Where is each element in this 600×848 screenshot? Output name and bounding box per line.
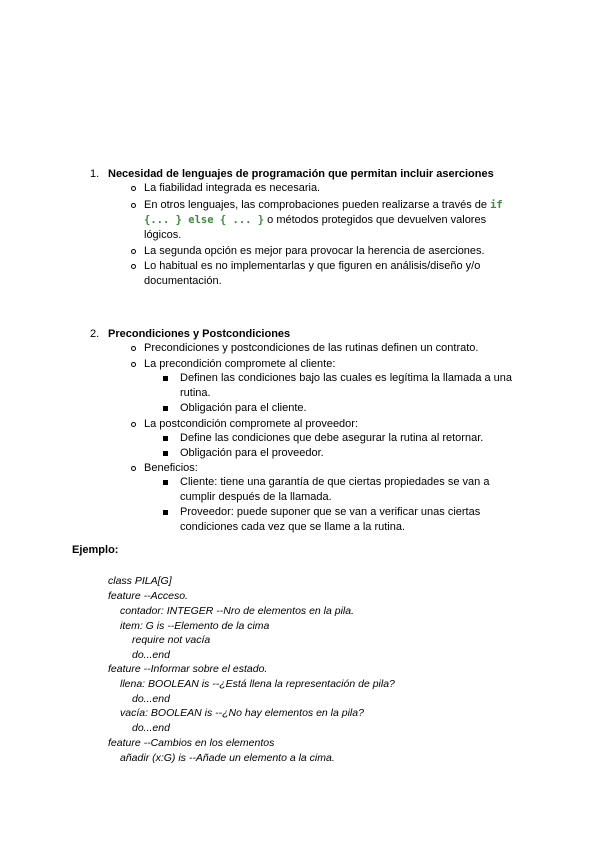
circle-bullet-icon <box>131 362 136 367</box>
square-bullet-icon <box>163 436 168 441</box>
section1-number: 1. <box>90 168 100 180</box>
code-line: feature --Informar sobre el estado. <box>108 663 268 675</box>
example-title: Ejemplo: <box>72 544 119 556</box>
benefit-cliente <box>180 475 489 505</box>
code-line: llena: BOOLEAN is --¿Está llena la representación de pila? <box>120 678 395 690</box>
section1-item-1: La fiabilidad integrada es necesaria. <box>144 182 321 194</box>
code-else: {... } else { ... } <box>144 214 265 226</box>
code-line: require not vacía <box>132 634 211 646</box>
benefit-proveedor-line1: Proveedor: puede suponer que se van a verificar unas ciertas <box>180 506 481 518</box>
benefit-cliente-line2: cumplir después de la llamada. <box>180 491 332 503</box>
section2-item-4: Beneficios: <box>144 462 198 474</box>
square-bullet-icon <box>163 406 168 411</box>
precondition-sub-1-line1: Definen las condiciones bajo las cuales es legítima la llamada a una <box>180 372 513 384</box>
section1-item-2 <box>144 198 524 243</box>
section2-number: 2. <box>90 328 100 340</box>
square-bullet-icon <box>163 451 168 456</box>
code-line: vacía: BOOLEAN is --¿No hay elementos en la pila? <box>120 707 364 719</box>
circle-bullet-icon <box>131 186 136 191</box>
section1-item-2-text-3: lógicos. <box>144 229 182 241</box>
section1-item-4-line2: documentación. <box>144 275 222 287</box>
code-if: if <box>490 199 503 211</box>
postcondition-sub-2: Obligación para el proveedor. <box>180 447 324 459</box>
precondition-sub-2: Obligación para el cliente. <box>180 402 307 414</box>
precondition-sub-1 <box>180 371 512 401</box>
circle-bullet-icon <box>131 203 136 208</box>
code-line: feature --Acceso. <box>108 590 188 602</box>
circle-bullet-icon <box>131 422 136 427</box>
code-line: class PILA[G] <box>108 575 172 587</box>
square-bullet-icon <box>163 376 168 381</box>
section1-item-3: La segunda opción es mejor para provocar la herencia de aserciones. <box>144 245 485 257</box>
code-line: contador: INTEGER --Nro de elementos en la pila. <box>120 605 355 617</box>
code-line: do...end <box>132 649 170 661</box>
code-line: añadir (x:G) is --Añade un elemento a la cima. <box>120 752 335 764</box>
section1-title: Necesidad de lenguajes de programación que permitan incluir aserciones <box>108 168 494 180</box>
square-bullet-icon <box>163 510 168 515</box>
code-line: item: G is --Elemento de la cima <box>120 620 270 632</box>
benefit-cliente-line1: Cliente: tiene una garantía de que ciertas propiedades se van a <box>180 476 490 488</box>
section2-item-1: Precondiciones y postcondiciones de las rutinas definen un contrato. <box>144 342 479 354</box>
circle-bullet-icon <box>131 264 136 269</box>
code-line: feature --Cambios en los elementos <box>108 737 275 749</box>
section1-item-4 <box>144 259 480 289</box>
section2-item-2: La precondición compromete al cliente: <box>144 358 336 370</box>
benefit-proveedor <box>180 505 480 535</box>
section2-title: Precondiciones y Postcondiciones <box>108 328 291 340</box>
benefit-proveedor-line2: condiciones cada vez que se llame a la rutina. <box>180 521 406 533</box>
section1-item-4-line1: Lo habitual es no implementarlas y que figuren en análisis/diseño y/o <box>144 260 481 272</box>
square-bullet-icon <box>163 480 168 485</box>
section1-item-2-text-2: o métodos protegidos que devuelven valores <box>264 214 487 226</box>
code-line: do...end <box>132 722 170 734</box>
circle-bullet-icon <box>131 466 136 471</box>
circle-bullet-icon <box>131 249 136 254</box>
precondition-sub-1-line2: rutina. <box>180 387 211 399</box>
postcondition-sub-1: Define las condiciones que debe asegurar la rutina al retornar. <box>180 432 484 444</box>
section1-item-2-text: En otros lenguajes, las comprobaciones pueden realizarse a través de <box>144 199 491 211</box>
circle-bullet-icon <box>131 346 136 351</box>
section2-item-3: La postcondición compromete al proveedor: <box>144 418 359 430</box>
code-line: do...end <box>132 693 170 705</box>
